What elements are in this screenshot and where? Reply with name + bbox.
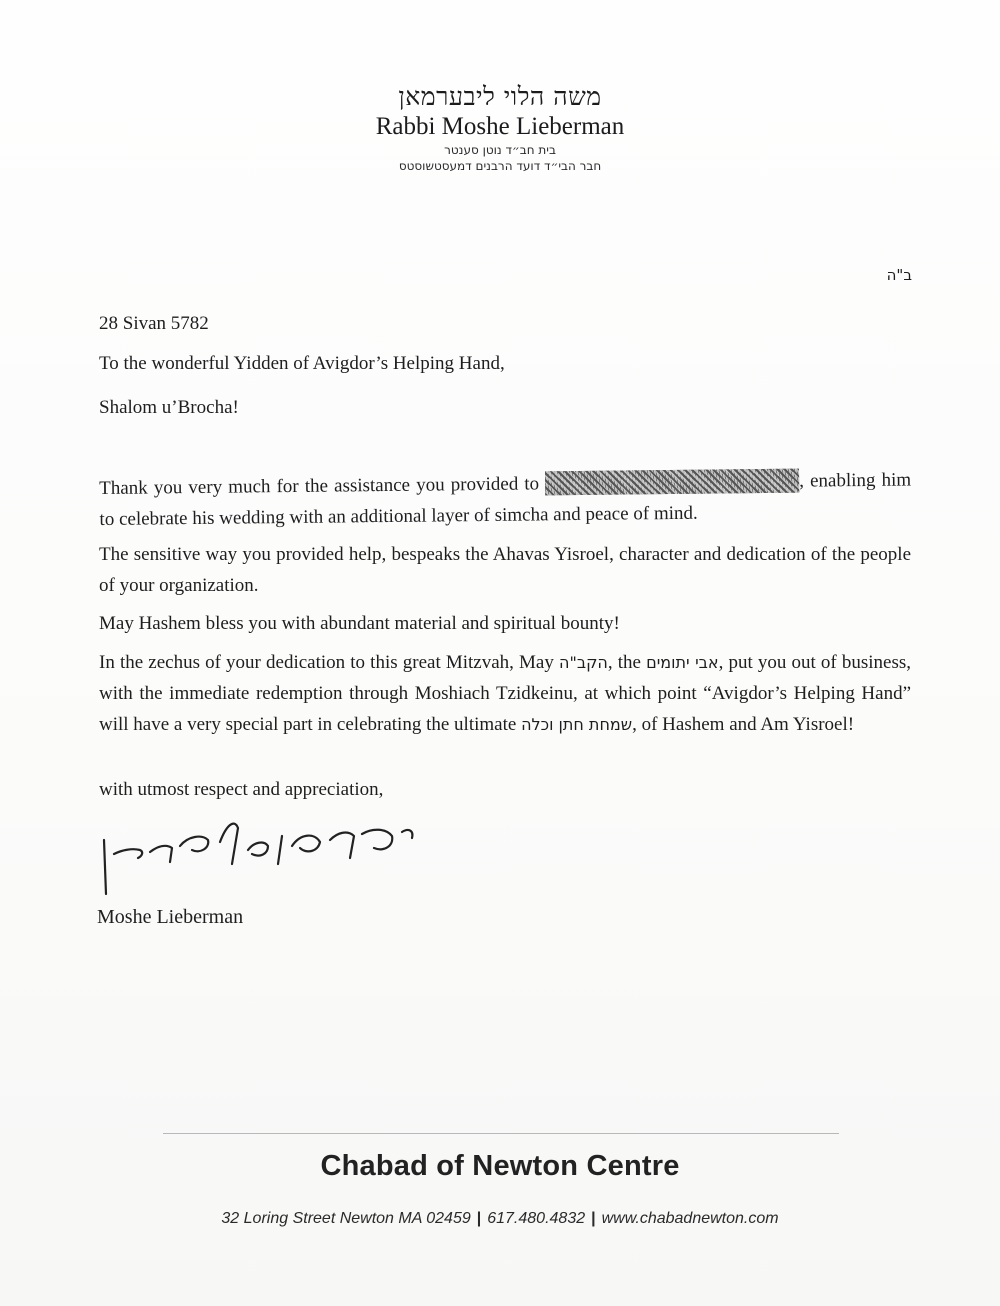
footer-org-name: Chabad of Newton Centre: [320, 1150, 680, 1182]
paragraph-thanks-start: Thank you very much for the assistance you provided to: [99, 473, 546, 499]
paragraph-zechus-part-a: In the zechus of your dedication to this great Mitzvah, May: [99, 652, 559, 673]
footer-contact: [0, 1210, 1000, 1228]
footer-website-link[interactable]: www.chabadnewton.com: [601, 1210, 779, 1227]
handwritten-signature: [92, 806, 422, 916]
letter-salutation: To the wonderful Yidden of Avigdor’s Helping Hand,: [99, 353, 505, 374]
paragraph-zechus-part-b: , the: [607, 652, 647, 673]
footer-divider: [163, 1133, 839, 1134]
letter-greeting: Shalom u’Brocha!: [99, 397, 239, 418]
letterhead-hebrew-line-1: בית חב״ד נוטן סענטר: [444, 143, 556, 157]
signer-name: Moshe Lieberman: [97, 906, 244, 928]
hebrew-simchas-chasan-vekallah: שמחת חתן וכלה: [521, 715, 633, 734]
redacted-name: [545, 469, 799, 496]
bh-mark: ב"ה: [886, 266, 912, 284]
paragraph-sensitivity: The sensitive way you provided help, bespeaks the Ahavas Yisroel, character and dedication of the people of your organization.: [99, 544, 911, 596]
letter-closing: with utmost respect and appreciation,: [99, 779, 384, 800]
letterhead: [330, 82, 670, 174]
letterhead-english-name: Rabbi Moshe Lieberman: [375, 113, 625, 140]
hebrew-avi-yesomim: אבי יתומים: [646, 653, 719, 672]
footer-address: 32 Loring Street Newton MA 02459: [221, 1210, 471, 1227]
hebrew-hakadosh-baruch-hu: הקב"ה: [559, 653, 608, 672]
footer-phone: 617.480.4832: [487, 1210, 586, 1227]
paragraph-zechus-part-c: , put you out of business, with the immediate redemption through Moshiach Tzidkeinu, at which point “Avigdor’s Helping Hand” will have a very special part in celebrating the ultimate: [99, 652, 911, 735]
paragraph-thanks-end: , enabling him to celebrate his wedding with an additional layer of simcha and peace of mind.: [99, 469, 912, 530]
footer-separator: |: [591, 1210, 596, 1227]
paragraph-blessing: May Hashem bless you with abundant material and spiritual bounty!: [99, 613, 620, 634]
paragraph-thanks: [99, 464, 912, 534]
footer-separator: |: [476, 1210, 482, 1227]
paragraph-zechus: [99, 647, 911, 740]
paragraph-zechus-part-d: , of Hashem and Am Yisroel!: [632, 714, 855, 735]
letterhead-hebrew-line-2: חבר הבי״ד דועד הרבנים דמעסטשוסטס: [398, 159, 602, 173]
letter-date: 28 Sivan 5782: [99, 313, 209, 334]
letterhead-hebrew-name: משה הלוי ליבערמאן: [398, 82, 602, 111]
